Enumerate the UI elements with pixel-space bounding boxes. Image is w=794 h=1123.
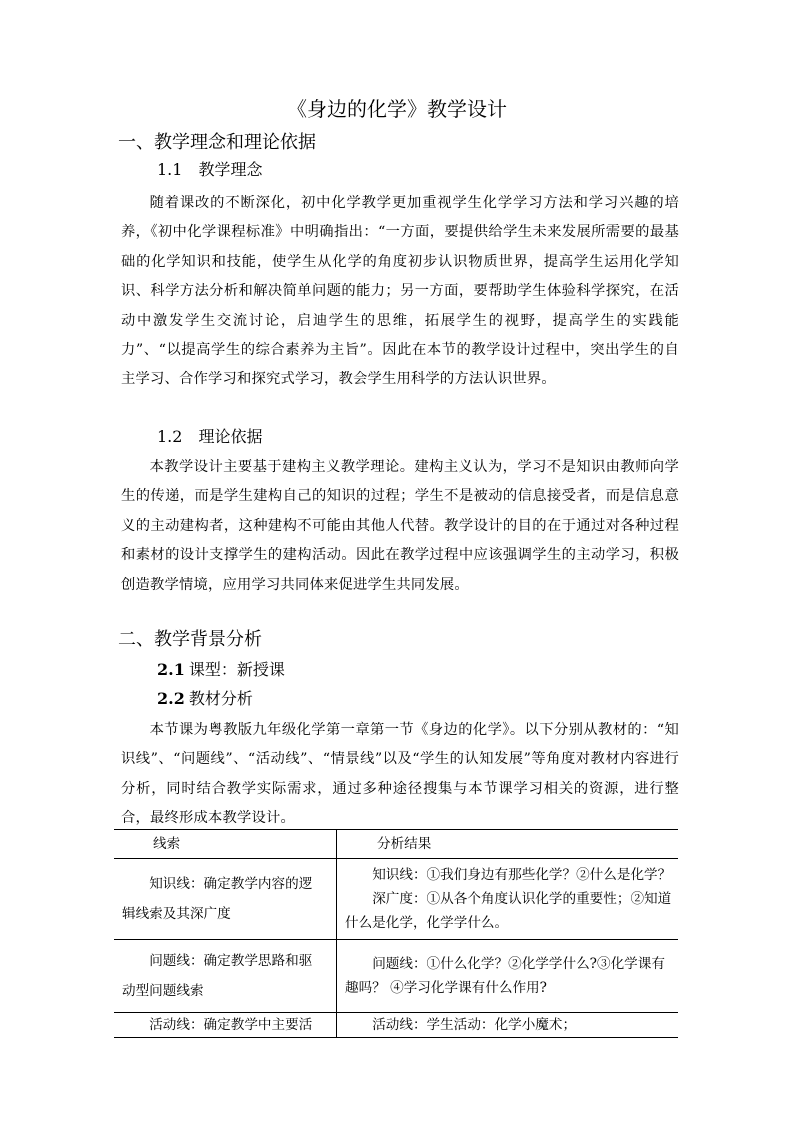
table-header-row (114, 830, 678, 859)
subsection-number: 2.1 (157, 660, 185, 679)
subsection-heading-1-1 (157, 159, 262, 181)
table-header-result: 分析结果 (377, 836, 432, 852)
subsection-label: 理论依据 (198, 427, 263, 446)
paragraph-theory-basis: 本教学设计主要基于建构主义教学理论。建构主义认为，学习不是知识由教师向学生的传递，而是学生建构自己的知识的过程；学生不是被动的信息接受者，而是信息意义的主动建构者，这种建构不可能由其他人代替。教学设计的目的在于通过对各种过程和素材的设计支撑学生的建构活动。因此在教学过程中应该强调学生的主动学习，积极创造教学情境，应用学习共同体来促进学生共同发展。 (121, 459, 679, 593)
cell-line: 问题线：①什么化学？②化学学什么?③化学课有趣吗？ ④学习化学课有什么作用? (345, 956, 665, 996)
subsection-label: 课型：新授课 (188, 660, 285, 679)
table-cell (337, 940, 679, 1013)
table-cell (337, 1013, 679, 1038)
document-title: 《身边的化学》教学设计 (287, 97, 507, 121)
table-row (114, 859, 678, 940)
table-cell: 活动线：确定教学中主要活 (114, 1013, 337, 1038)
table-row (114, 1013, 678, 1038)
table-row (114, 940, 678, 1013)
subsection-label: 教学理念 (198, 160, 263, 179)
table-cell (337, 859, 679, 940)
table-cell: 知识线：确定教学内容的逻辑线索及其深广度 (114, 859, 337, 940)
subsection-number: 1.1 (157, 160, 183, 179)
cell-line: 知识线：①我们身边有那些化学？②什么是化学？ (372, 867, 672, 883)
subsection-number: 1.2 (157, 427, 183, 446)
table-header-clue: 线索 (114, 830, 337, 859)
subsection-heading-1-2 (157, 426, 262, 448)
cell-line: 深广度：①从各个角度认识化学的重要性；②知道什么是化学，化学学什么。 (345, 891, 672, 931)
subsection-label: 教材分析 (188, 689, 253, 708)
table-cell: 问题线：确定教学思路和驱动型问题线索 (114, 940, 337, 1013)
cell-line: 活动线：学生活动：化学小魔术； (372, 1017, 577, 1033)
subsection-number: 2.2 (157, 689, 185, 708)
paragraph-teaching-philosophy: 随着课改的不断深化，初中化学教学更加重视学生化学学习方法和学习兴趣的培养，《初中化学课程标准》中明确指出：“一方面，要提供给学生未来发展所需要的最基础的化学知识和技能，使学生从化学的角度初步认识物质世界，提高学生运用化学知识、科学方法分析和解决简单问题的能力；另一方面，要帮助学生体验科学探究，在活动中激发学生交流讨论，启迪学生的思维，拓展学生的视野，提高学生的实践能力”、“以提高学生的综合素养为主旨”。因此在本节的教学设计过程中，突出学生的自主学习、合作学习和探究式学习，教会学生用科学的方法认识世界。 (121, 195, 679, 388)
analysis-table (114, 829, 678, 1038)
subsection-heading-2-1 (157, 659, 285, 681)
subsection-heading-2-2 (157, 688, 253, 710)
paragraph-textbook-analysis: 本节课为粤教版九年级化学第一章第一节《身边的化学》。以下分别从教材的：“知识线”、“问题线”、“活动线”、“情景线”以及“学生的认知发展”等角度对教材内容进行分析，同时结合教学实际需求，通过多种途径搜集与本节课学习相关的资源，进行整合，最终形成本教学设计。 (121, 722, 679, 827)
section-heading-2: 二、教学背景分析 (118, 629, 262, 650)
section-heading-1: 一、教学理念和理论依据 (118, 132, 316, 153)
